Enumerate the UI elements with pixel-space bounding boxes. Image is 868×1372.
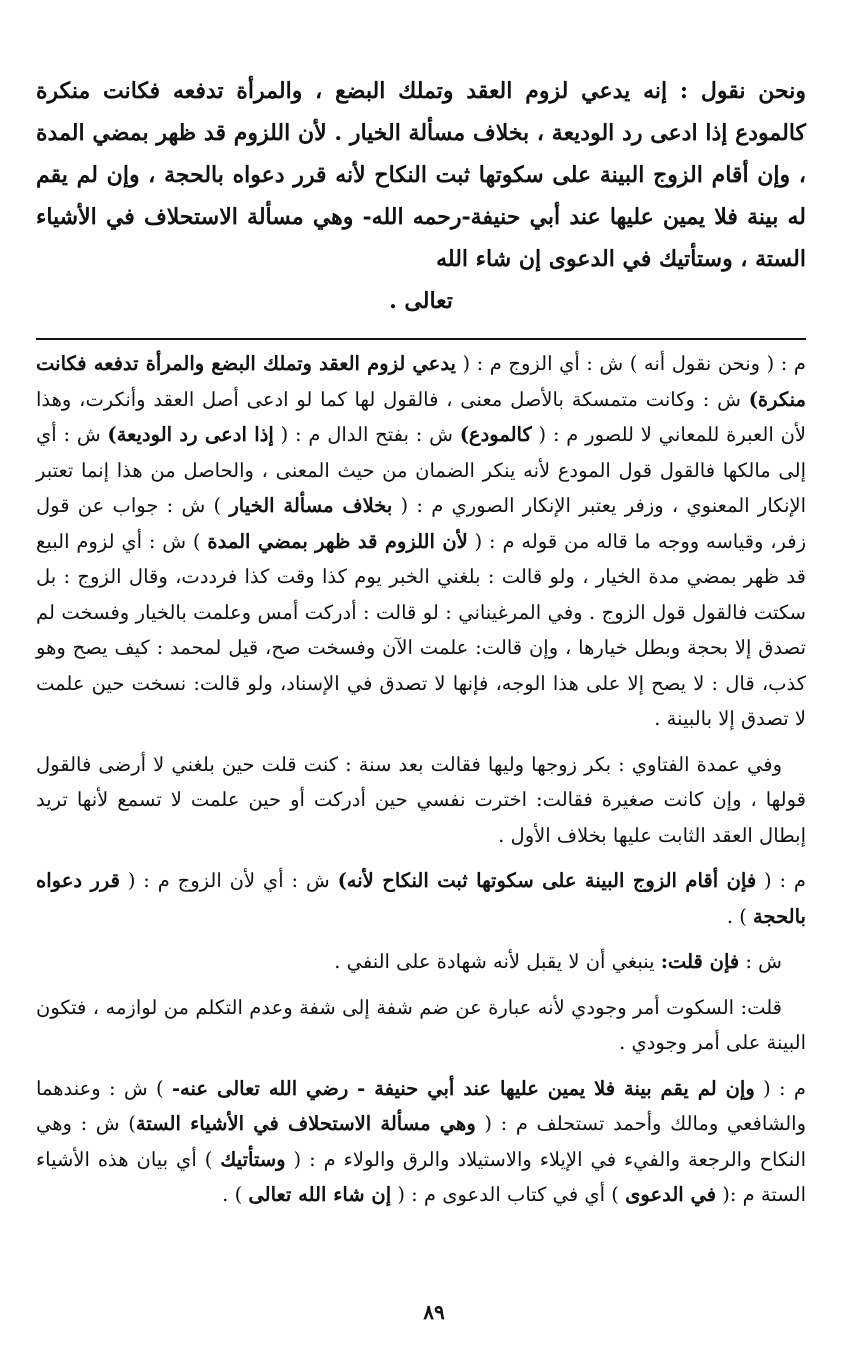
commentary-text: م : (: [754, 1076, 806, 1100]
commentary-text: ش :: [739, 950, 782, 973]
book-page: [36, 70, 806, 1223]
commentary-quote: وهي مسألة الاستحلاف في الأشياء الستة: [135, 1112, 476, 1135]
commentary-text: ش : بفتح الدال م : (: [273, 423, 460, 446]
commentary-quote: وإن لم يقم بينة فلا يمين عليها عند أبي حنيفة - رضي الله تعالى عنه-: [171, 1076, 755, 1100]
commentary-quote: يدعي لزوم العقد وتملك البضع والمرأة تدفعه فكانت منكرة): [36, 352, 806, 411]
commentary-quote: فإن قلت:: [660, 950, 740, 973]
commentary-paragraph-4: [36, 944, 806, 980]
commentary: [36, 346, 806, 1213]
page-number: ٨٩: [423, 1300, 445, 1324]
commentary-text: م : ( ونحن نقول أنه ) ش : أي الزوج م : (: [455, 352, 806, 375]
commentary-text: ) ش : أي لزوم البيع قد ظهر بمضي مدة الخيار ، ولو قالت : بلغني الخبر يوم كذا وقت كذا فرددت، وقال الزوج : بل سكتت فالقول قول الزوج . وفي المرغيناني : لو قالت : أدركت أمس وعلمت بالخيار وفسخت لم تصدق إلا بحجة وبطل خيارها ، وإن قالت: علمت الآن وفسخت صح، قيل لمحمد : كيف يصح وهو كذب، قال : لا يصح إلا على هذا الوجه، فإنها لا تصدق في الإسناد، ولو قالت: نسخت حين علمت لا تصدق إلا بالبينة .: [36, 529, 806, 730]
commentary-paragraph-5: قلت: السكوت أمر وجودي لأنه عبارة عن ضم شفة إلى شفة وعدم التكلم من لوازمه ، فتكون البينة على أمر وجودي .: [36, 995, 806, 1054]
commentary-text: ) أي بيان هذه الأشياء الستة م :(: [36, 1147, 806, 1206]
commentary-text: ) ش : جواب عن قول زفر، وقياسه ووجه ما قاله من قوله م : (: [36, 494, 806, 553]
commentary-quote: قرر دعواه بالحجة: [36, 869, 806, 928]
commentary-text: ) ش : وعندهما والشافعي ومالك وأحمد تستحلف م : (: [36, 1076, 806, 1135]
main-text-last-line: تعالى .: [389, 288, 453, 314]
commentary-text: ش : أي إلى مالكها فالقول قول المودع لأنه ينكر الضمان من حيث المعنى ، والحاصل من هذا إنما تعتبر الإنكار المعنوي ، وزفر يعتبر الإنكار الصوري م : (: [36, 423, 807, 517]
commentary-text: ش : وكانت متمسكة بالأصل معنى ، فالقول لها كما لو ادعى أصل العقد وأنكرت، وهذا لأن العبرة للمعاني لا للصور م : (: [36, 387, 807, 446]
commentary-quote: كالمودع): [459, 423, 532, 446]
commentary-quote: فإن أقام الزوج البينة على سكوتها ثبت النكاح لأنه): [337, 869, 757, 892]
commentary-text: ) .: [222, 1183, 249, 1206]
commentary-paragraph-3: [36, 863, 806, 934]
commentary-paragraph-1: [36, 346, 806, 737]
commentary-text: ) .: [726, 904, 754, 928]
commentary-text: ) أي في كتاب الدعوى م : (: [391, 1183, 626, 1206]
commentary-quote: إن شاء الله تعالى: [248, 1183, 392, 1206]
commentary-text: ) ش : وهي النكاح والرجعة والفيء في الإيلاء والاستيلاد والرق والولاء م : (: [36, 1112, 806, 1171]
commentary-quote: في الدعوى: [625, 1183, 717, 1206]
commentary-quote: بخلاف مسألة الخيار: [229, 494, 393, 517]
commentary-paragraph-6: [36, 1071, 806, 1213]
commentary-quote: إذا ادعى رد الوديعة): [107, 423, 274, 446]
commentary-quote: لأن اللزوم قد ظهر بمضي المدة: [207, 529, 468, 553]
main-text: [36, 70, 806, 322]
main-text-body: ونحن نقول : إنه يدعي لزوم العقد وتملك البضع ، والمرأة تدفعه فكانت منكرة كالمودع إذا ادعى رد الوديعة ، بخلاف مسألة الخيار . لأن اللزوم قد ظهر بمضي المدة ، وإن أقام الزوج البينة على سكوتها ثبت النكاح لأنه قرر دعواه بالحجة ، وإن لم يقم له بينة فلا يمين عليها عند أبي حنيفة-رحمه الله- وهي مسألة الاستحلاف في الأشياء الستة ، وستأتيك في الدعوى إن شاء الله: [36, 78, 806, 272]
separator-rule: [36, 338, 806, 340]
commentary-text: ينبغي أن لا يقبل لأنه شهادة على النفي .: [334, 950, 661, 973]
commentary-text: ش : أي لأن الزوج م : (: [119, 869, 338, 892]
commentary-quote: وستأتيك: [220, 1147, 286, 1171]
commentary-paragraph-2: وفي عمدة الفتاوي : بكر زوجها وليها فقالت بعد سنة : كنت قلت حين بلغني لا أرضى فالقول قولها ، وإن كانت صغيرة فقالت: اخترت نفسي حين أدركت أو حين علمت لا تسمع لأنها تريد إبطال العقد الثابت عليها بخلاف الأول .: [36, 752, 806, 847]
commentary-text: م : (: [756, 869, 806, 892]
